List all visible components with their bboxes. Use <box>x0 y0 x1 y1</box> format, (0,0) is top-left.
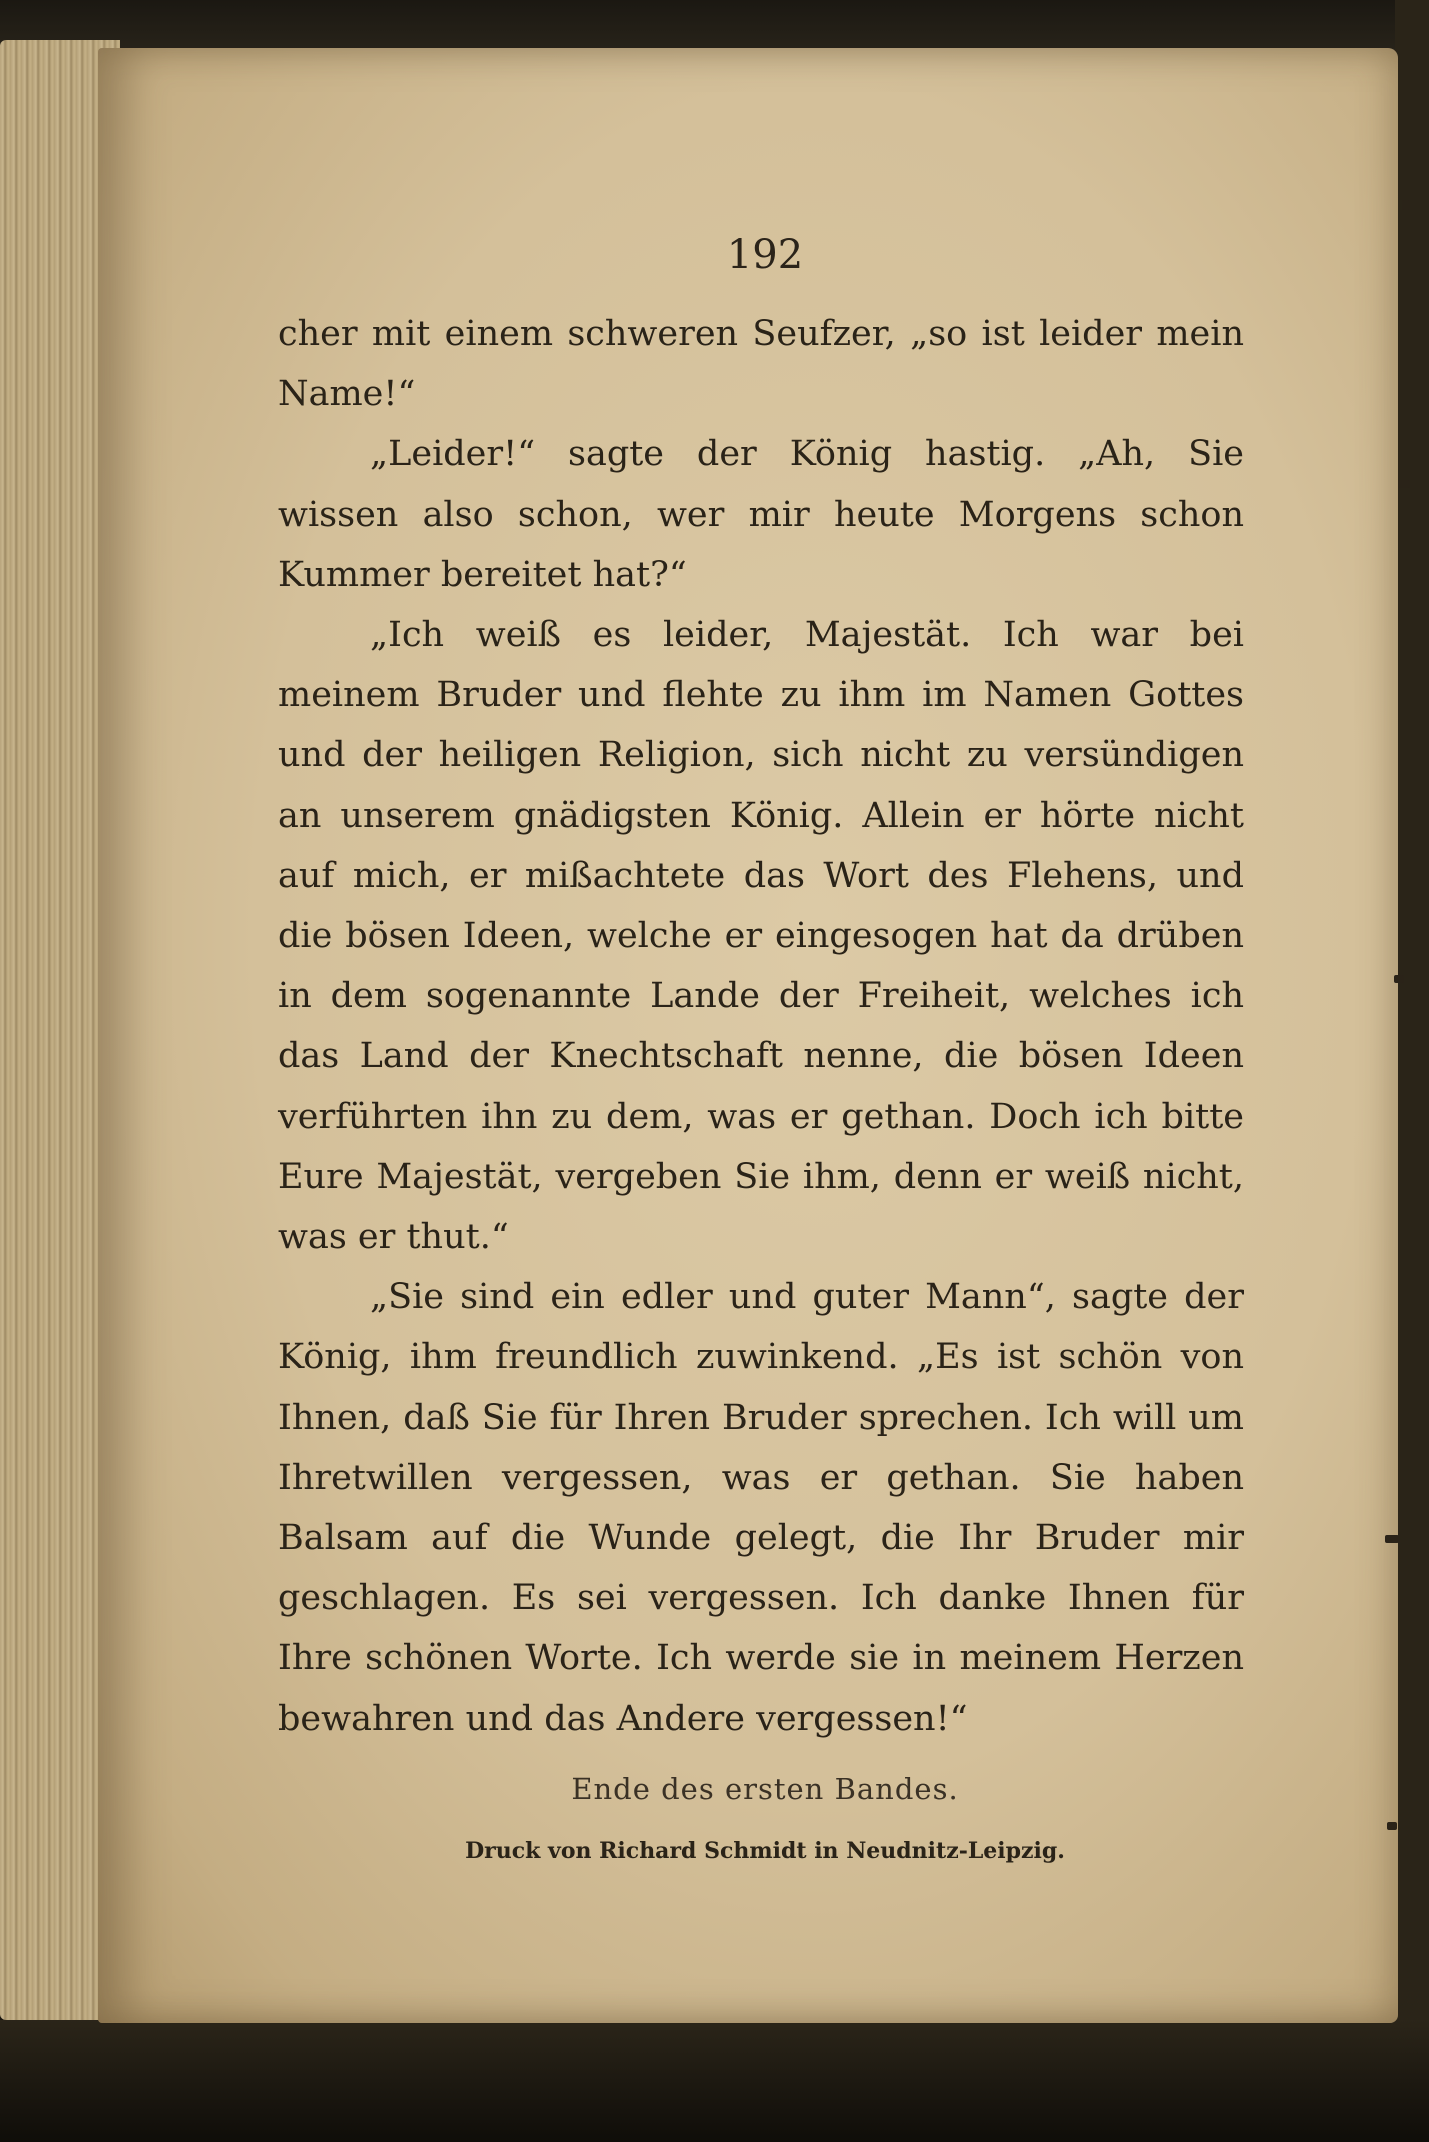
edge-speck <box>1402 200 1410 210</box>
paragraph-2: „Leider!“ sagte der König hastig. „Ah, Sie wissen also schon, wer mir heute Morgens schon Kummer bereitet hat?“ <box>278 434 1244 595</box>
printer-imprint: Druck von Richard Schmidt in Neudnitz-Leipzig. <box>465 1838 1065 1864</box>
edge-speck <box>1387 1822 1397 1830</box>
edge-speck <box>1394 975 1404 983</box>
edge-speck <box>1398 480 1410 488</box>
paragraph-1: cher mit einem schweren Seufzer, „so ist leider mein Name!“ <box>278 314 1244 415</box>
paragraph-4: „Sie sind ein edler und guter Mann“, sagte der König, ihm freundlich zuwinkend. „Es ist schön von Ihnen, daß Sie für Ihren Bruder sprechen. Ich will um Ihretwillen vergessen, was er gethan. Sie haben Balsam auf die Wunde gelegt, die Ihr Bruder mir geschlagen. Es sei vergessen. Ich danke Ihnen für Ihre schönen Worte. Ich werde sie in meinem Herzen bewahren und das Andere vergessen!“ <box>278 1277 1244 1739</box>
cover-board-right <box>1395 0 1429 2142</box>
end-of-volume-note: Ende des ersten Bandes. <box>571 1772 959 1806</box>
cover-board-bottom <box>0 2020 1429 2142</box>
paragraph-3: „Ich weiß es leider, Majestät. Ich war bei meinem Bruder und flehte zu ihm im Namen Gottes und der heiligen Religion, sich nicht zu versündigen an unserem gnädigsten König. Allein er hörte nicht auf mich, er mißachtete das Wort des Flehens, und die bösen Ideen, welche er eingesogen hat da drüben in dem sogenannte Lande der Freiheit, welches ich das Land der Knechtschaft nenne, die bösen Ideen verführten ihn zu dem, was er gethan. Doch ich bitte Eure Majestät, vergeben Sie ihm, denn er weiß nicht, was er thut.“ <box>278 615 1244 1258</box>
body-text <box>278 304 1244 1749</box>
edge-speck <box>1385 1535 1399 1543</box>
page-number: 192 <box>726 232 804 278</box>
